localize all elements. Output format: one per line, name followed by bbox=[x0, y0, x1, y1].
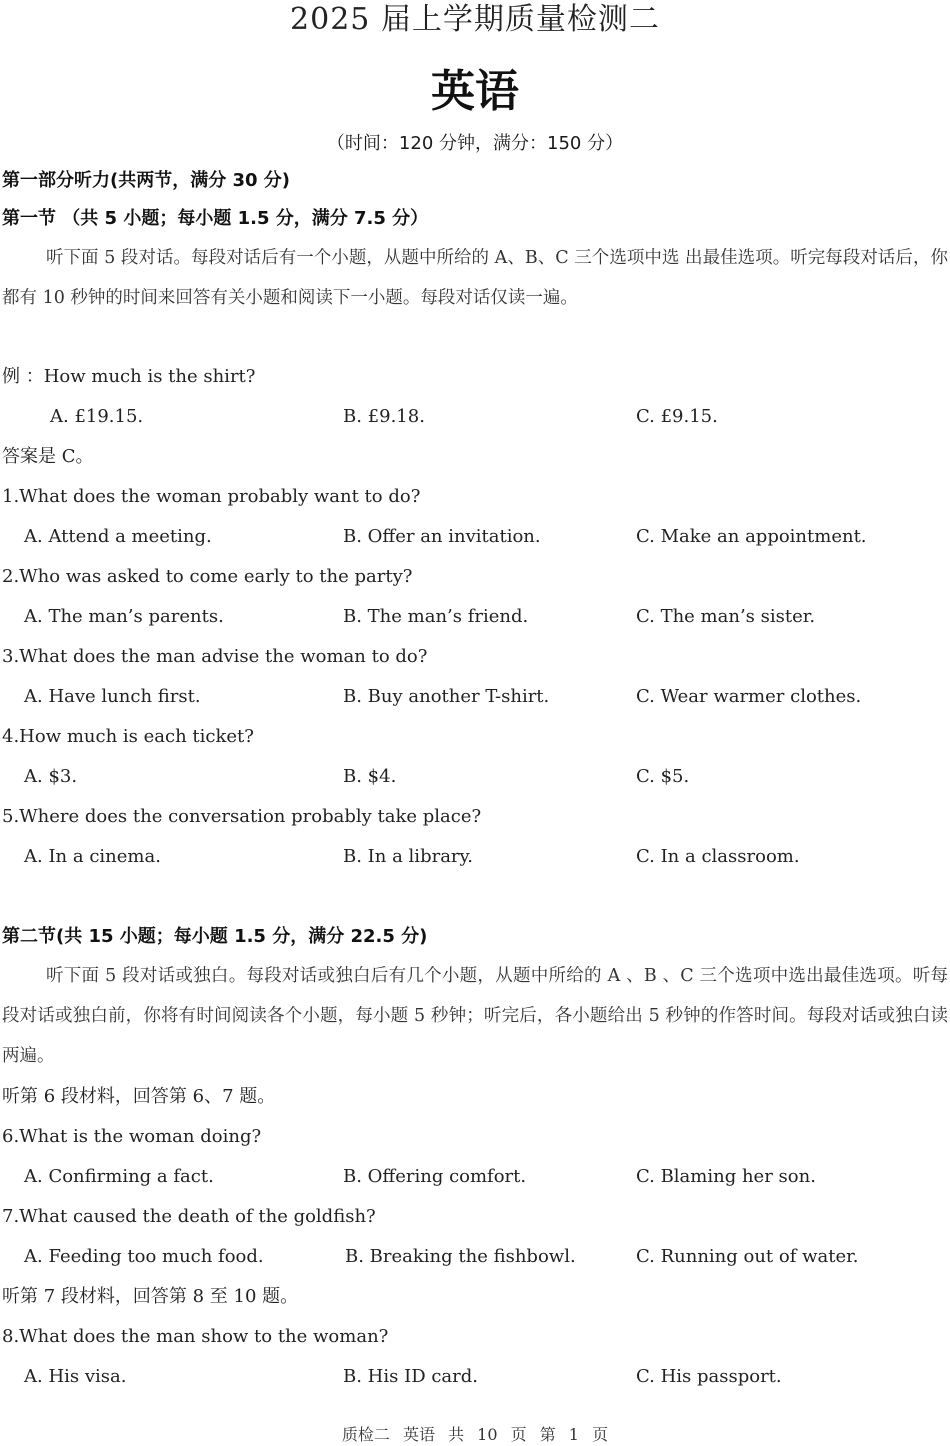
question-8: 8.What does the man show to the woman? bbox=[2, 1326, 389, 1347]
q1-option-c[interactable]: C. Make an appointment. bbox=[636, 526, 867, 547]
q2-option-c[interactable]: C. The man’s sister. bbox=[636, 606, 816, 627]
question-5: 5.Where does the conversation probably take place? bbox=[2, 806, 482, 827]
section1-instructions: 听下面 5 段对话。每段对话后有一个小题，从题中所给的 A、B、C 三个选项中选 出最佳选项。听完每段对话后，你都有 10 秒钟的时间来回答有关小题和阅读下一小题。每段对话仅读一遍。 bbox=[2, 248, 948, 308]
section2-instructions: 听下面 5 段对话或独白。每段对话或独白后有几个小题，从题中所给的 A 、B 、C 三个选项中选出最佳选项。听每段对话或独白前，你将有时间阅读各个小题，每小题 5 秒钟；听完后，各小题给出 5 秒钟的作答时间。每段对话或独白读两遍。 bbox=[2, 966, 948, 1066]
q6-option-a[interactable]: A. Confirming a fact. bbox=[24, 1166, 214, 1187]
q4-option-c[interactable]: C. $5. bbox=[636, 766, 690, 787]
q3-option-a[interactable]: A. Have lunch first. bbox=[24, 686, 201, 707]
part1-heading: 第一部分听力(共两节，满分 30 分) bbox=[2, 170, 291, 191]
section1-heading: 第一节 （共 5 小题；每小题 1.5 分，满分 7.5 分） bbox=[2, 208, 429, 229]
q5-option-a[interactable]: A. In a cinema. bbox=[24, 846, 161, 867]
q2-option-a[interactable]: A. The man’s parents. bbox=[24, 606, 224, 627]
material-6-note: 听第 6 段材料，回答第 6、7 题。 bbox=[2, 1086, 276, 1107]
q1-option-a[interactable]: A. Attend a meeting. bbox=[24, 526, 212, 547]
q7-option-c[interactable]: C. Running out of water. bbox=[636, 1246, 859, 1267]
example-option-b: B. £9.18. bbox=[343, 406, 425, 427]
q8-option-a[interactable]: A. His visa. bbox=[24, 1366, 127, 1387]
q7-option-b[interactable]: B. Breaking the fishbowl. bbox=[345, 1246, 576, 1267]
q6-option-b[interactable]: B. Offering comfort. bbox=[343, 1166, 527, 1187]
question-2: 2.Who was asked to come early to the party? bbox=[2, 566, 413, 587]
question-7: 7.What caused the death of the goldfish? bbox=[2, 1206, 376, 1227]
section2-heading: 第二节(共 15 小题；每小题 1.5 分，满分 22.5 分) bbox=[2, 926, 428, 947]
q6-option-c[interactable]: C. Blaming her son. bbox=[636, 1166, 816, 1187]
subject-title: 英语 bbox=[431, 66, 519, 117]
question-6: 6.What is the woman doing? bbox=[2, 1126, 262, 1147]
question-3: 3.What does the man advise the woman to do? bbox=[2, 646, 428, 667]
q1-option-b[interactable]: B. Offer an invitation. bbox=[343, 526, 541, 547]
material-7-note: 听第 7 段材料，回答第 8 至 10 题。 bbox=[2, 1286, 299, 1307]
page-footer: 质检二 英语 共 10 页 第 1 页 bbox=[341, 1425, 609, 1444]
q3-option-c[interactable]: C. Wear warmer clothes. bbox=[636, 686, 862, 707]
q8-option-b[interactable]: B. His ID card. bbox=[343, 1366, 479, 1387]
q4-option-b[interactable]: B. $4. bbox=[343, 766, 397, 787]
time-info: （时间：120 分钟，满分：150 分） bbox=[326, 133, 624, 154]
q2-option-b[interactable]: B. The man’s friend. bbox=[343, 606, 529, 627]
q7-option-a[interactable]: A. Feeding too much food. bbox=[24, 1246, 264, 1267]
q5-option-c[interactable]: C. In a classroom. bbox=[636, 846, 800, 867]
q3-option-b[interactable]: B. Buy another T-shirt. bbox=[343, 686, 550, 707]
q5-option-b[interactable]: B. In a library. bbox=[343, 846, 474, 867]
q8-option-c[interactable]: C. His passport. bbox=[636, 1366, 782, 1387]
exam-title: 2025 届上学期质量检测二 bbox=[290, 2, 660, 37]
example-option-a: A. £19.15. bbox=[50, 406, 144, 427]
example-question: 例 ：How much is the shirt? bbox=[2, 366, 256, 387]
question-4: 4.How much is each ticket? bbox=[2, 726, 254, 747]
question-1: 1.What does the woman probably want to do? bbox=[2, 486, 421, 507]
example-option-c: C. £9.15. bbox=[636, 406, 718, 427]
example-answer: 答案是 C。 bbox=[2, 446, 94, 467]
q4-option-a[interactable]: A. $3. bbox=[24, 766, 78, 787]
